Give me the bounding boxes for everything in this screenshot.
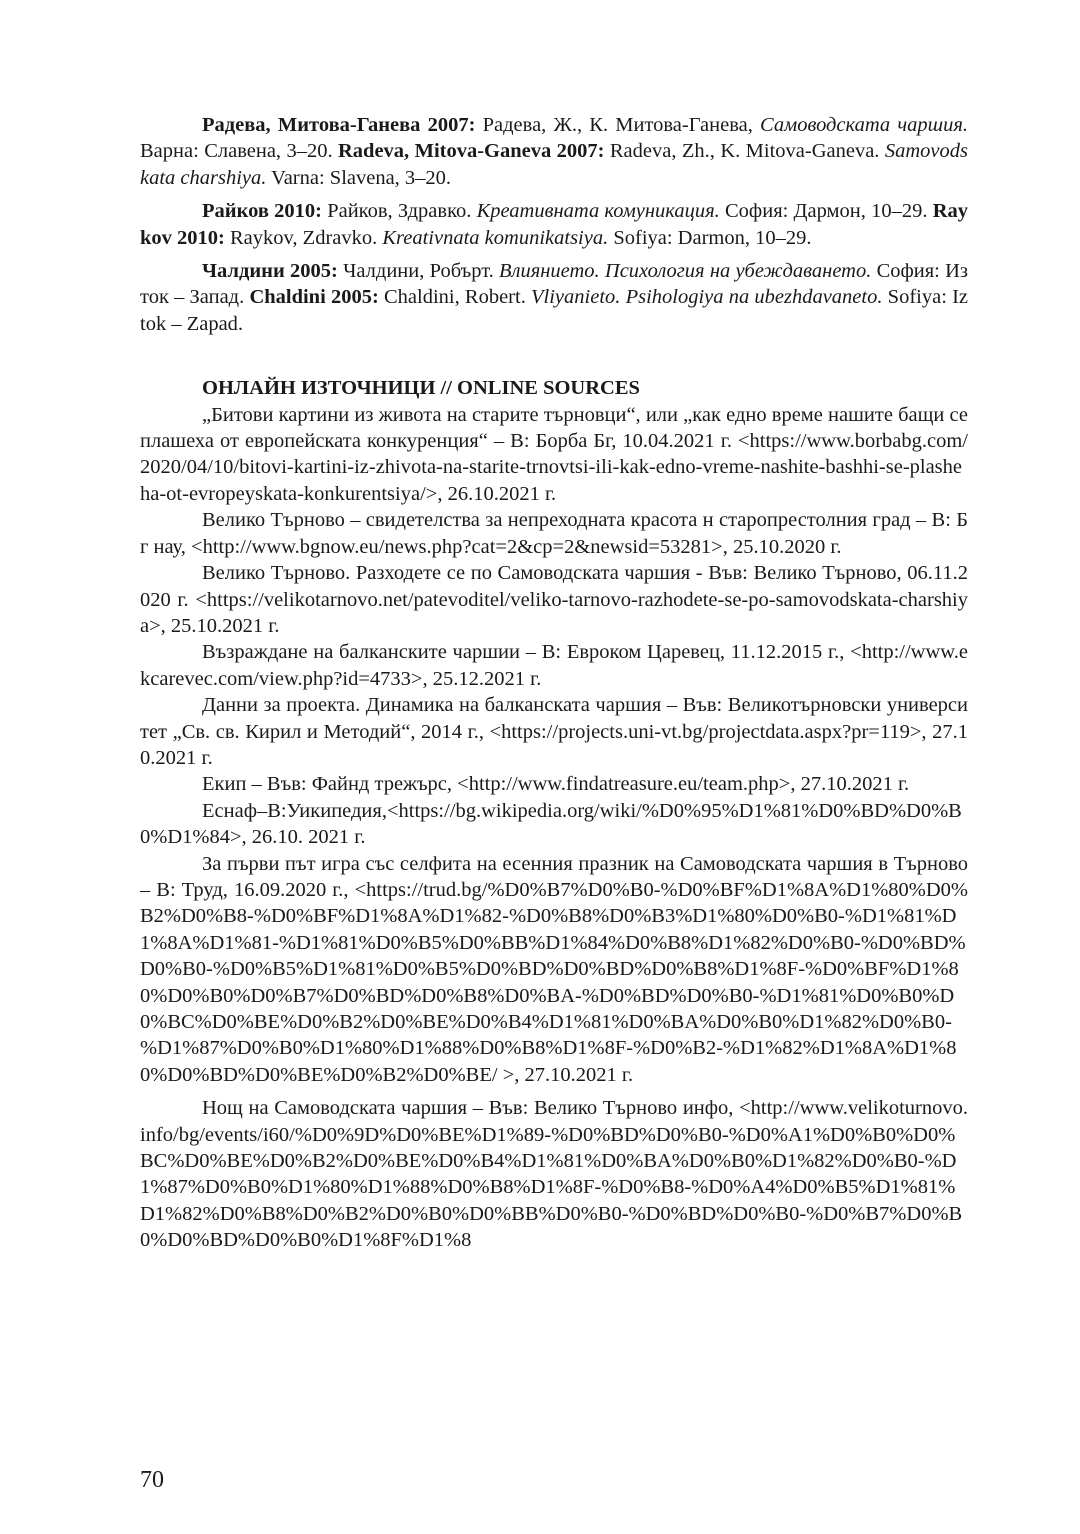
ref-text-lat: Radeva, Zh., K. Mitova-Ganeva. (604, 140, 885, 163)
ref-text-bg: Радева, Ж., К. Митова-Ганева, (475, 114, 761, 136)
online-source-item: Нощ на Самоводската чаршия – Във: Велико Търново инфо, <http://www.velikoturnovo.info/bg/events/i60/%D0%9D%D0%BE%D1%89-%D0%BD%D0%B0-%D0%A1%D0%B0%D0%BC%D0%BE%D0%B2%D0%BE%D0%B4%D1%81%D0%BA%D0%B0%D1%82%D0%B0-%D1%87%D0%B0%D1%80%D1%88%D0%B8%D1%8F-%D0%B8-%D0%A4%D0%B5%D1%81%D1%82%D0%B8%D0%B2%D0%B0%D0%BB%D0%B0-%D0%BD%D0%B0-%D0%B7%D0%B0%D0%BD%D0%B0%D1%8F%D1%8 (140, 1097, 968, 1252)
ref-pub-bg: Варна: Славена, 3–20. (140, 140, 338, 163)
ref-text-lat: Raykov, Zdravko. (224, 226, 383, 249)
online-source-item: Велико Търново – свидетелства за непреходната красота н старопрестолния град – В: Бг нау, <http://www.bgnow.eu/news.php?cat=2&cp=2&newsid=53281>, 25.10.2020 г. (140, 509, 968, 558)
ref-author-lat: Chaldini 2005: (249, 286, 379, 309)
ref-author-lat: Radeva, Mitova-Ganeva 2007: (338, 140, 605, 163)
ref-title-lat: Vliyanieto. Psihologiya na ubezhdavaneto. (531, 286, 883, 309)
ref-author-bg: Чалдини 2005: (202, 260, 338, 283)
online-source-item: Екип – Във: Файнд трежърс, <http://www.findatreasure.eu/team.php>, 27.10.2021 г. (202, 773, 910, 796)
page-number: 70 (140, 1467, 164, 1493)
online-source-item: Еснаф–В:Уикипедия,<https://bg.wikipedia.org/wiki/%D0%95%D1%81%D0%BD%D0%B0%D1%84>, 26.10. 2021 г. (140, 799, 962, 849)
ref-title-lat: Samovodskata charshiya. (140, 140, 968, 189)
reference-radeva (140, 112, 968, 191)
reference-chaldini (140, 258, 968, 337)
ref-pub-lat: Sofiya: Darmon, 10–29. (608, 226, 812, 249)
ref-pub-lat: Sofiya: Iztok – Zapad. (140, 286, 968, 335)
ref-pub-lat: Varna: Slavena, 3–20. (266, 166, 452, 189)
online-source-item: За първи път игра със селфита на есенния празник на Самоводската чаршия в Търново – В: Труд, 16.09.2020 г., <https://trud.bg/%D0%B7%D0%B0-%D0%BF%D1%8A%D1%80%D0%B2%D0%B8-%D0%BF%D1%8A%D1%82-%D0%B8%D0%B3%D1%80%D0%B0-%D1%81%D1%8A%D1%81-%D1%81%D0%B5%D0%BB%D1%84%D0%B8%D1%82%D0%B0-%D0%BD%D0%B0-%D0%B5%D1%81%D0%B5%D0%BD%D0%BD%D0%B8%D1%8F-%D0%BF%D1%80%D0%B0%D0%B7%D0%BD%D0%B8%D0%BA-%D0%BD%D0%B0-%D1%81%D0%B0%D0%BC%D0%BE%D0%B2%D0%BE%D0%B4%D1%81%D0%BA%D0%B0%D1%82%D0%B0-%D1%87%D0%B0%D1%80%D1%88%D0%B8%D1%8F-%D0%B2-%D1%82%D1%8A%D1%80%D0%BD%D0%BE%D0%B2%D0%BE/ >, 27.10.2021 г. (140, 852, 968, 1086)
ref-pub-bg: София: Изток – Запад. (140, 260, 968, 309)
ref-text-lat: Chaldini, Robert. (378, 286, 532, 309)
online-source-item: Данни за проекта. Динамика на балканската чаршия – Във: Великотърновски университет „Св. св. Кирил и Методий“, 2014 г., <https://projects.uni-vt.bg/projectdata.aspx?pr=119>, 27.10.2021 г. (140, 694, 968, 769)
ref-author-bg: Радева, Митова-Ганева 2007: (202, 114, 476, 136)
online-source-item: „Битови картини из живота на старите търновци“, или „как едно време нашите бащи се плашеха от европейската конкуренция“ – В: Борба Бг, 10.04.2021 г. <https://www.borbabg.com/2020/04/10/bitovi-kartini-iz-zhivota-na-starite-trnovtsi-ili-kak-edno-vreme-nashite-bashhi-se-plasheha-ot-evropeyskata-konkurentsiya/>, 26.10.2021 г. (140, 403, 968, 505)
ref-title-bg: Креативната комуникация. (476, 200, 720, 223)
page-body (140, 112, 968, 1254)
ref-author-bg: Райков 2010: (202, 200, 322, 223)
ref-title-bg: Самоводската чаршия. (760, 114, 968, 136)
ref-title-lat: Kreativnata komunikatsiya. (382, 226, 609, 249)
online-source-item: Велико Търново. Разходете се по Самоводската чаршия - Във: Велико Търново, 06.11.2020 г. <https://velikotarnovo.net/patevoditel/veliko-tarnovo-razhodete-se-po-samovodskata-charshiya>, 25.10.2021 г. (140, 562, 968, 637)
online-source-item: Възраждане на балканските чаршии – В: Евроком Царевец, 11.12.2015 г., <http://www.ekcarevec.com/view.php?id=4733>, 25.12.2021 г. (140, 641, 968, 690)
ref-title-bg: Влиянието. Психология на убеждаването. (499, 260, 872, 283)
ref-text-bg: Райков, Здравко. (321, 200, 477, 223)
ref-text-bg: Чалдини, Робърт. (337, 260, 499, 283)
section-heading-online-sources: ОНЛАЙН ИЗТОЧНИЦИ // ONLINE SOURCES (202, 377, 640, 400)
ref-author-lat: Raykov 2010: (140, 200, 968, 249)
ref-pub-bg: София: Дармон, 10–29. (719, 200, 933, 223)
reference-raykov (140, 198, 968, 251)
